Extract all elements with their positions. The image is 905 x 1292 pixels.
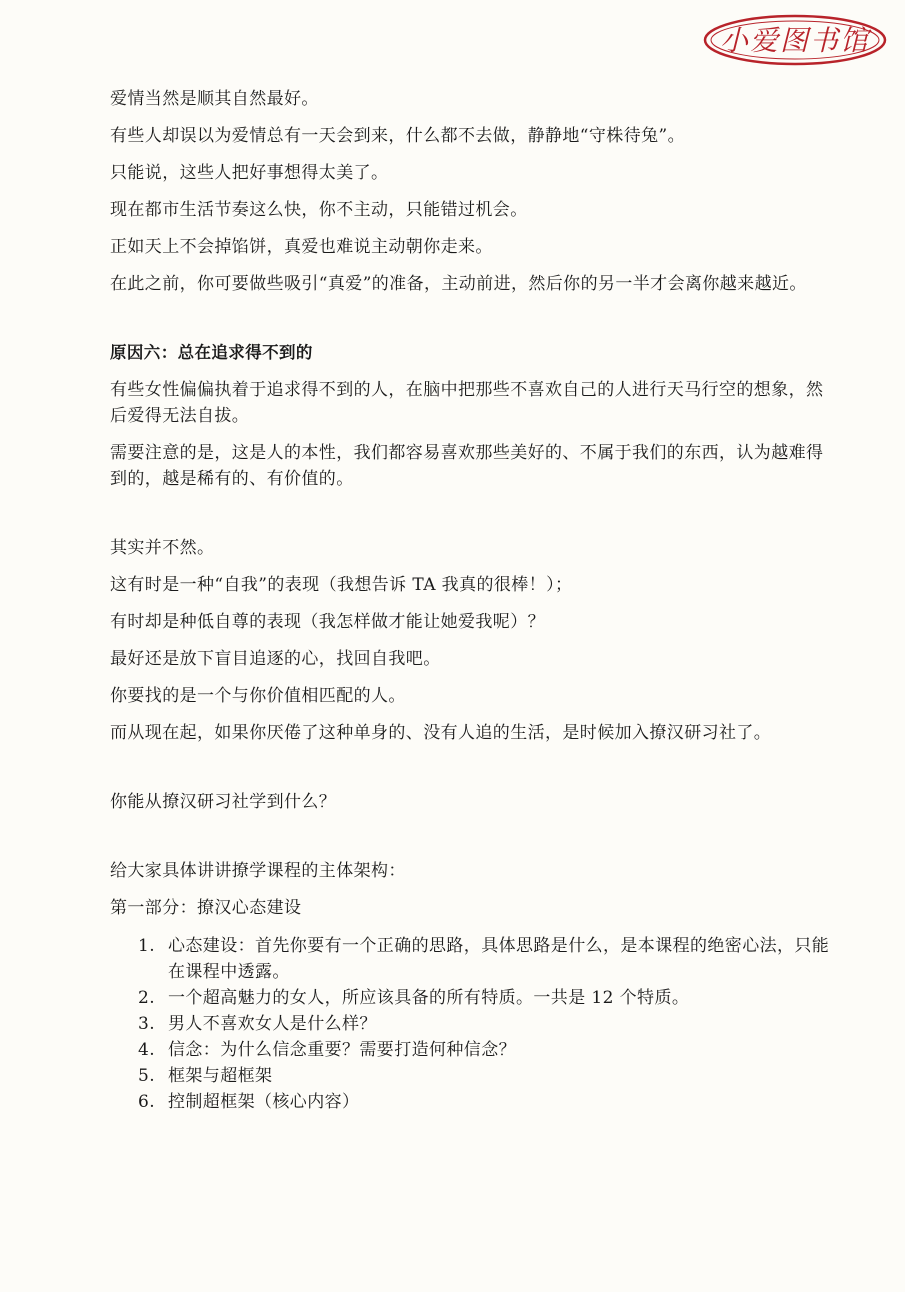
- spacer: [110, 503, 840, 535]
- course-outline-list: [110, 933, 840, 1115]
- spacer: [110, 757, 840, 789]
- question-line: 你能从撩汉研习社学到什么？: [110, 792, 337, 812]
- list-item: [138, 1011, 840, 1037]
- paragraph: 需要注意的是，这是人的本性，我们都容易喜欢那些美好的、不属于我们的东西，认为越难得到的，越是稀有的、有价值的。: [110, 443, 824, 489]
- paragraph: 有些人却误以为爱情总有一天会到来，什么都不去做，静静地“守株待兔”。: [110, 126, 685, 146]
- paragraph: 正如天上不会掉馅饼，真爱也难说主动朝你走来。: [110, 237, 493, 257]
- paragraph: 其实并不然。: [110, 538, 215, 558]
- list-item-text: 心态建设：首先你要有一个正确的思路，具体思路是什么，是本课程的绝密心法，只能在课程中透露。: [168, 936, 830, 982]
- list-item: [138, 1037, 840, 1063]
- document-body: [110, 86, 840, 1115]
- list-item-text: 一个超高魅力的女人，所应该具备的所有特质。一共是 12 个特质。: [168, 988, 690, 1008]
- list-item-text: 控制超框架（核心内容）: [168, 1092, 360, 1112]
- svg-text:小爱图书馆: 小爱图书馆: [719, 24, 871, 57]
- paragraph: 只能说，这些人把好事想得太美了。: [110, 163, 389, 183]
- paragraph: 你要找的是一个与你价值相匹配的人。: [110, 686, 406, 706]
- paragraph: 有时却是种低自尊的表现（我怎样做才能让她爱我呢）？: [110, 612, 545, 632]
- list-number: 5.: [138, 1066, 156, 1086]
- list-item: [138, 933, 840, 985]
- list-number: 6.: [138, 1092, 156, 1112]
- paragraph: 有些女性偏偏执着于追求得不到的人，在脑中把那些不喜欢自己的人进行天马行空的想象，然后爱得无法自拔。: [110, 380, 824, 426]
- paragraph: 在此之前，你可要做些吸引“真爱”的准备，主动前进，然后你的另一半才会离你越来越近。: [110, 274, 807, 294]
- list-number: 4.: [138, 1040, 156, 1060]
- intro-line: 给大家具体讲讲撩学课程的主体架构：: [110, 861, 406, 881]
- part-title: 第一部分：撩汉心态建设: [110, 898, 302, 918]
- paragraph: 爱情当然是顺其自然最好。: [110, 89, 319, 109]
- list-number: 2.: [138, 988, 156, 1008]
- list-item-text: 信念：为什么信念重要？需要打造何种信念？: [168, 1040, 516, 1060]
- list-item: [138, 1063, 840, 1089]
- paragraph: 这有时是一种“自我”的表现（我想告诉 TA 我真的很棒！）；: [110, 575, 573, 595]
- spacer: [110, 308, 840, 340]
- spacer: [110, 826, 840, 858]
- stamp-seal-icon: [700, 10, 890, 70]
- paragraph: 现在都市生活节奏这么快，你不主动，只能错过机会。: [110, 200, 528, 220]
- section-heading: 原因六：总在追求得不到的: [110, 343, 313, 362]
- list-item: [138, 1089, 840, 1115]
- paragraph: 最好还是放下盲目追逐的心，找回自我吧。: [110, 649, 441, 669]
- list-number: 3.: [138, 1014, 156, 1034]
- library-stamp: [700, 10, 890, 70]
- list-item: [138, 985, 840, 1011]
- list-number: 1.: [138, 936, 156, 956]
- list-item-text: 框架与超框架: [168, 1066, 273, 1086]
- paragraph: 而从现在起，如果你厌倦了这种单身的、没有人追的生活，是时候加入撩汉研习社了。: [110, 723, 772, 743]
- list-item-text: 男人不喜欢女人是什么样？: [168, 1014, 377, 1034]
